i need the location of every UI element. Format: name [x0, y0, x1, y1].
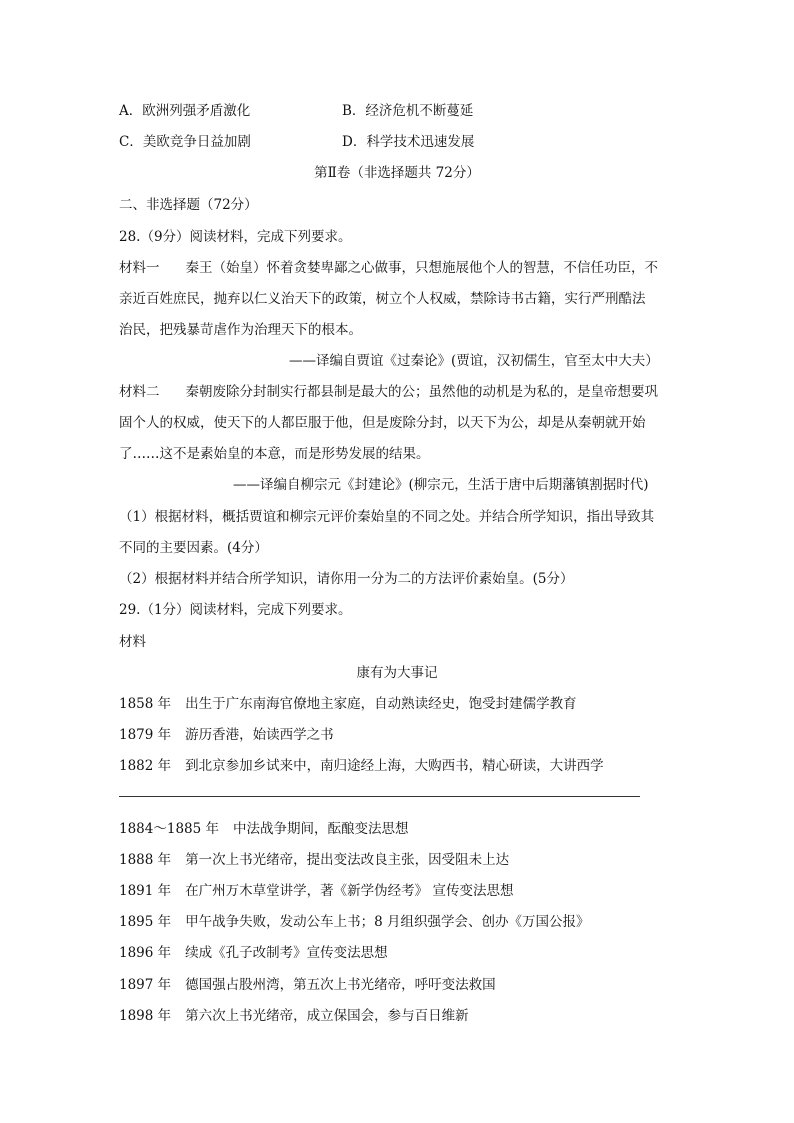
material-1-source: ——译编自贾谊《过秦论》(贾谊，汉初儒生，官至太中大夫）: [289, 353, 659, 369]
timeline-year: 1884～1885 年: [119, 821, 220, 837]
material-1-text-1: 秦王（始皇）怀着贪婪卑鄙之心做事，只想施展他个人的智慧，不信任功臣，不: [185, 260, 658, 276]
option-c: C．美欧竞争日益加剧: [119, 134, 251, 150]
q28-sub1-line-1: （1）根据材料，概括贾谊和柳宗元评价秦始皇的不同之处。并结合所学知识，指出导致其: [119, 509, 655, 525]
timeline-event: 到北京参加乡试来中，南归途经上海，大购西书，精心研读，大讲西学: [185, 758, 604, 774]
timeline-event: 续成《孔子改制考》宣传变法思想: [185, 945, 388, 961]
timeline-event: 中法战争期间，酝酿变法思想: [233, 821, 409, 837]
q28-sub1-line-2: 不同的主要因素。(4分）: [119, 540, 268, 556]
timeline-row: [119, 756, 604, 776]
divider-line: [119, 796, 640, 797]
timeline-event: 出生于广东南海官僚地主家庭，自动熟读经史，饱受封建儒学教育: [185, 696, 577, 712]
timeline-row: [119, 881, 513, 901]
material-1-line-2: 亲近百姓庶民，抛弃以仁义治天下的政策，树立个人权威，禁除诗书古籍，实行严刑酷法: [119, 291, 646, 307]
timeline-year: 1897 年: [119, 977, 172, 993]
material-2-line-1: [119, 382, 658, 402]
timeline-year: 1888 年: [119, 852, 172, 868]
material-1-line-1: [119, 258, 658, 278]
option-a: A．欧洲列强矛盾激化: [119, 103, 251, 119]
q29-header: 29.（1分）阅读材料，完成下列要求。: [119, 602, 352, 618]
timeline-year: 1898 年: [119, 1008, 172, 1024]
q28-header: 28.（9分）阅读材料，完成下列要求。: [119, 229, 352, 245]
option-d: D．科学技术迅速发展: [342, 134, 475, 150]
timeline-event: 第一次上书光绪帝，提出变法改良主张，因受阻未上达: [185, 852, 510, 868]
material-2-line-3: 了……这不是素始皇的本意，而是形势发展的结果。: [119, 446, 430, 462]
timeline-year: 1882 年: [119, 758, 172, 774]
material-2-label: 材料二: [119, 384, 160, 400]
timeline-title: 康有为大事记: [356, 665, 438, 681]
timeline-row: [119, 975, 496, 995]
timeline-year: 1891 年: [119, 883, 172, 899]
material-1-line-3: 治民，把残暴苛虐作为治理天下的根本。: [119, 322, 362, 338]
section-title: 二、非选择题（72分）: [119, 197, 258, 213]
timeline-row: [119, 912, 590, 932]
timeline-event: 德国强占股州湾，第五次上书光绪帝，呼吁变法救国: [185, 977, 496, 993]
material-2-text-1: 秦朝废除分封制实行都县制是最大的公；虽然他的动机是为私的，是皇帝想要巩: [185, 384, 658, 400]
timeline-row: [119, 725, 334, 745]
option-b: B．经济危机不断蔓延: [342, 103, 474, 119]
q28-sub2: （2）根据材料并结合所学知识，请你用一分为二的方法评价素始皇。(5分）: [119, 571, 574, 587]
timeline-row: [119, 850, 509, 870]
timeline-year: 1879 年: [119, 727, 172, 743]
volume-title: 第Ⅱ卷（非选择题共 72分）: [314, 165, 480, 181]
timeline-row: [119, 819, 409, 839]
material-2-source: ——译编自柳宗元《封建论》(柳宗元，生活于唐中后期藩镇割据时代): [233, 477, 649, 493]
material-2-line-2: 固个人的权威，使天下的人都臣服于他，但是废除分封，以天下为公，却是从秦朝就开始: [119, 415, 646, 431]
timeline-row: [119, 1006, 469, 1026]
timeline-year: 1858 年: [119, 696, 172, 712]
timeline-event: 在广州万木草堂讲学，著《新学伪经考》 宣传变法思想: [185, 883, 514, 899]
timeline-row: [119, 943, 388, 963]
timeline-year: 1895 年: [119, 914, 172, 930]
timeline-event: 第六次上书光绪帝，成立保国会，参与百日维新: [185, 1008, 469, 1024]
timeline-year: 1896 年: [119, 945, 172, 961]
q29-material-label: 材料: [119, 634, 146, 650]
material-1-label: 材料一: [119, 260, 160, 276]
timeline-event: 游历香港，始读西学之书: [185, 727, 334, 743]
timeline-event: 甲午战争失败，发动公车上书；8 月组织强学会、创办《万国公报》: [185, 914, 590, 930]
timeline-row: [119, 694, 577, 714]
